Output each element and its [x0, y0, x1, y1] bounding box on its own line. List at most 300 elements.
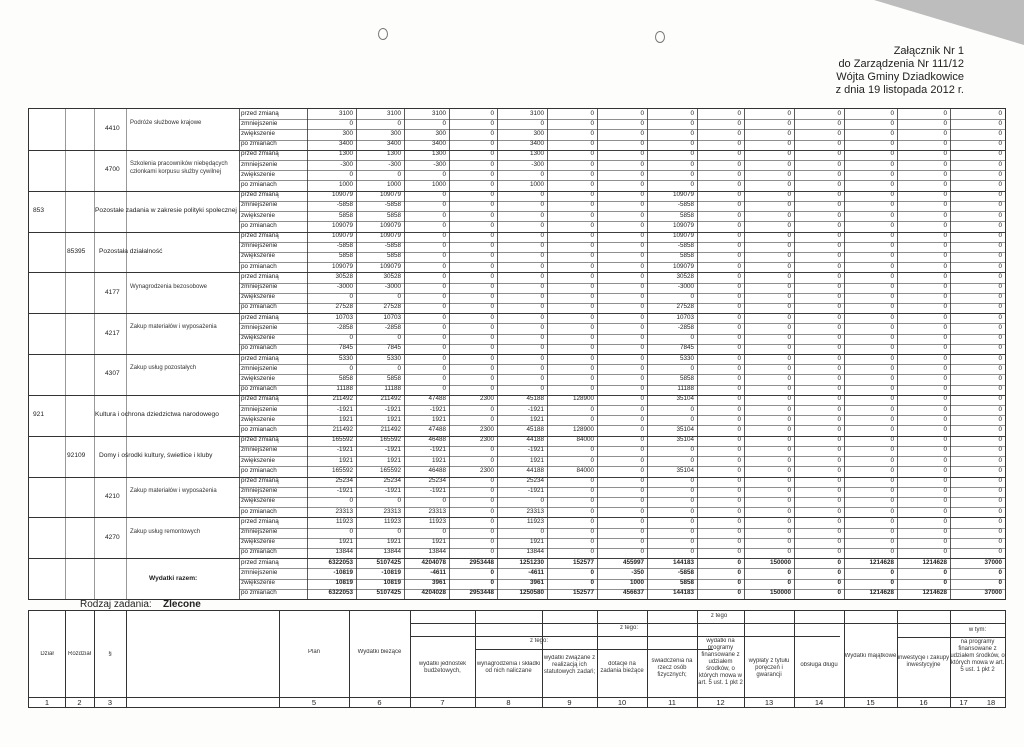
value-cell: 0 [837, 507, 841, 515]
value-cell: 0 [943, 425, 947, 433]
value-cell: -1921 [336, 405, 353, 413]
value-cell: 0 [943, 119, 947, 127]
value-cell: -1921 [429, 405, 446, 413]
value-cell: 0 [640, 344, 644, 352]
value-cell: 0 [787, 436, 791, 444]
value-cell: 0 [490, 548, 494, 556]
value-cell: 1250580 [519, 589, 544, 597]
value-cell: 0 [943, 160, 947, 168]
value-cell: 109079 [379, 191, 401, 199]
value-cell: 30528 [383, 272, 401, 280]
value-cell: 0 [590, 385, 594, 393]
value-cell: 0 [837, 150, 841, 158]
value-cell: 11923 [526, 517, 544, 525]
value-cell: 7845 [338, 344, 353, 352]
value-cell: 0 [490, 415, 494, 423]
column-number: 18 [986, 698, 996, 707]
value-cell: 0 [787, 466, 791, 474]
value-cell: 0 [837, 170, 841, 178]
value-cell: 0 [890, 528, 894, 536]
column-number: 13 [764, 698, 774, 707]
value-cell: 0 [837, 211, 841, 219]
value-cell: 0 [998, 283, 1002, 291]
value-cell: 0 [490, 517, 494, 525]
value-cell: 1921 [386, 456, 401, 464]
group-rule [29, 313, 239, 314]
value-cell: 0 [998, 497, 1002, 505]
value-cell: 0 [837, 140, 841, 148]
value-cell: 0 [737, 221, 741, 229]
paragraph-cell: 4210 [105, 492, 120, 500]
value-cell: 0 [787, 129, 791, 137]
value-cell: 0 [837, 374, 841, 382]
value-cell: 0 [943, 201, 947, 209]
dzial-cell: 921 [33, 411, 45, 419]
value-cell: 5330 [338, 354, 353, 362]
value-cell: -1921 [336, 487, 353, 495]
value-cell: 128900 [572, 425, 594, 433]
value-cell: 0 [490, 323, 494, 331]
value-cell: 0 [540, 497, 544, 505]
value-cell: 25234 [383, 477, 401, 484]
value-cell: 0 [787, 425, 791, 433]
value-cell: 0 [943, 538, 947, 546]
value-cell: 0 [787, 180, 791, 188]
value-cell: 0 [737, 589, 741, 597]
value-cell: 0 [943, 109, 947, 117]
value-cell: 0 [590, 109, 594, 117]
row-label: po zmianach [241, 180, 277, 188]
column-number: 7 [440, 698, 445, 707]
value-cell: 0 [890, 129, 894, 137]
value-cell: 0 [590, 272, 594, 280]
value-cell: 0 [837, 129, 841, 137]
value-cell: 0 [787, 232, 791, 239]
value-cell: 5858 [386, 252, 401, 260]
value-cell: 0 [787, 507, 791, 515]
value-cell: 109079 [672, 221, 694, 229]
value-cell: 0 [490, 303, 494, 311]
value-cell: -1921 [429, 487, 446, 495]
value-cell: 0 [998, 129, 1002, 137]
value-cell: 2300 [479, 395, 494, 403]
column-number: 14 [814, 698, 824, 707]
value-cell: 0 [737, 283, 741, 291]
group-rule [29, 191, 239, 192]
value-cell: 25234 [526, 477, 544, 484]
value-cell: 0 [837, 446, 841, 454]
value-cell: 0 [737, 487, 741, 495]
value-cell: 0 [943, 129, 947, 137]
value-cell: 0 [787, 538, 791, 546]
value-cell: -3000 [677, 283, 694, 291]
row-label: zwiększenie [241, 538, 275, 546]
value-cell: 165592 [331, 436, 353, 444]
value-cell: 1214628 [869, 589, 894, 597]
value-cell: 0 [737, 180, 741, 188]
value-cell: 10819 [383, 579, 401, 587]
value-cell: 0 [998, 446, 1002, 454]
value-cell: 0 [490, 119, 494, 127]
value-cell: 0 [890, 293, 894, 301]
row-label: zmniejszenie [241, 364, 278, 372]
value-cell: 165592 [379, 466, 401, 474]
value-cell: 0 [837, 313, 841, 321]
value-cell: 0 [943, 487, 947, 495]
value-cell: 0 [640, 487, 644, 495]
value-cell: 0 [737, 232, 741, 239]
value-cell: 0 [787, 191, 791, 199]
value-cell: 30528 [335, 272, 353, 280]
row-label: przed zmianą [241, 191, 279, 199]
value-cell: 0 [787, 262, 791, 270]
header-rule [897, 637, 1005, 638]
paragraph-cell: 4307 [105, 370, 120, 378]
value-cell: 0 [943, 528, 947, 536]
column-number: 8 [506, 698, 511, 707]
value-cell: -1921 [384, 405, 401, 413]
grants-header: dotacje na zadania bieżące [600, 661, 644, 674]
value-cell: 165592 [331, 466, 353, 474]
value-cell: 1921 [529, 456, 544, 464]
column-number: 10 [617, 698, 627, 707]
value-cell: 0 [640, 232, 644, 239]
value-cell: -3000 [384, 283, 401, 291]
value-cell: 109079 [331, 191, 353, 199]
value-cell: 0 [349, 497, 353, 505]
value-cell: 0 [837, 497, 841, 505]
value-cell: 0 [998, 477, 1002, 484]
value-cell: 0 [490, 170, 494, 178]
value-cell: -1921 [336, 446, 353, 454]
row-label: zwiększenie [241, 170, 275, 178]
value-cell: 35104 [676, 436, 694, 444]
value-cell: -5858 [336, 242, 353, 250]
value-cell: 0 [943, 323, 947, 331]
value-cell: -1921 [527, 487, 544, 495]
attachment-header [836, 45, 964, 97]
value-cell: 0 [737, 579, 741, 587]
value-cell: 0 [690, 548, 694, 556]
value-cell: 0 [998, 405, 1002, 413]
row-label: zwiększenie [241, 497, 275, 505]
value-cell: 0 [943, 436, 947, 444]
value-cell: 0 [787, 242, 791, 250]
value-cell: 0 [943, 140, 947, 148]
value-cell: 0 [737, 477, 741, 484]
value-cell: 13844 [383, 548, 401, 556]
value-cell: 0 [890, 425, 894, 433]
value-cell: 35104 [676, 466, 694, 474]
paragraph-cell: 4217 [105, 329, 120, 337]
value-cell: 0 [943, 232, 947, 239]
value-cell: 0 [640, 221, 644, 229]
value-cell: 0 [787, 477, 791, 484]
value-cell: 4204028 [421, 589, 446, 597]
header-column-rule [65, 611, 66, 707]
value-cell: 0 [490, 344, 494, 352]
value-cell: 0 [490, 293, 494, 301]
value-cell: 0 [998, 211, 1002, 219]
value-cell: 0 [640, 466, 644, 474]
value-cell: 0 [690, 180, 694, 188]
value-cell: 0 [998, 364, 1002, 372]
value-cell: 0 [640, 477, 644, 484]
value-cell: 0 [737, 119, 741, 127]
value-cell: 0 [837, 456, 841, 464]
value-cell: 0 [640, 211, 644, 219]
header-column-rule [279, 611, 280, 707]
value-cell: 152577 [572, 589, 594, 597]
row-label: zwiększenie [241, 334, 275, 342]
value-cell: 0 [490, 507, 494, 515]
punch-hole [378, 28, 388, 40]
value-cell: 1000 [529, 180, 544, 188]
value-cell: 47488 [428, 425, 446, 433]
row-label: zmniejszenie [241, 160, 278, 168]
value-cell: 0 [943, 150, 947, 158]
value-cell: 0 [490, 140, 494, 148]
description-cell: Zakup materiałów i wyposażenia [130, 487, 217, 494]
value-cell: 0 [590, 538, 594, 546]
value-cell: 47488 [428, 395, 446, 403]
value-cell: 0 [737, 344, 741, 352]
row-label: zmniejszenie [241, 201, 278, 209]
value-cell: 0 [737, 272, 741, 280]
value-cell: 456637 [622, 589, 644, 597]
value-cell: 0 [943, 364, 947, 372]
value-cell: 0 [590, 497, 594, 505]
value-cell: -300 [340, 160, 353, 168]
header-line: Wójta Gminy Dziadkowice [836, 71, 964, 83]
value-cell: 0 [590, 344, 594, 352]
value-cell: 10703 [335, 313, 353, 321]
value-cell: 1214628 [922, 589, 947, 597]
value-cell: 0 [640, 242, 644, 250]
value-cell: 0 [442, 242, 446, 250]
paragraph-header: § [108, 651, 112, 657]
value-cell: 2953448 [469, 589, 494, 597]
group-rule [29, 232, 239, 233]
value-cell: 0 [442, 344, 446, 352]
value-cell: 35104 [676, 425, 694, 433]
value-cell: 0 [787, 160, 791, 168]
value-cell: 0 [590, 446, 594, 454]
value-cell: 0 [787, 354, 791, 362]
value-cell: 1921 [431, 456, 446, 464]
value-cell: 0 [737, 160, 741, 168]
value-cell: 0 [640, 528, 644, 536]
value-cell: 0 [540, 262, 544, 270]
value-cell: 0 [787, 364, 791, 372]
header-column-rule [349, 611, 350, 707]
value-cell: 0 [787, 517, 791, 525]
value-cell: 0 [943, 272, 947, 280]
value-cell: 0 [690, 415, 694, 423]
value-cell: 0 [837, 252, 841, 260]
value-cell: 0 [837, 160, 841, 168]
group-rule [29, 395, 239, 396]
value-cell: 0 [943, 211, 947, 219]
value-cell: 25234 [335, 477, 353, 484]
value-cell: 0 [442, 262, 446, 270]
value-cell: 0 [640, 436, 644, 444]
value-cell: 0 [640, 497, 644, 505]
value-cell: 0 [590, 477, 594, 484]
value-cell: 0 [490, 405, 494, 413]
value-cell: 211492 [332, 395, 353, 403]
value-cell: 0 [690, 129, 694, 137]
column-number: 9 [567, 698, 572, 707]
value-cell: 0 [837, 528, 841, 536]
value-cell: 0 [998, 395, 1002, 403]
value-cell: 0 [590, 323, 594, 331]
value-cell: 0 [837, 201, 841, 209]
value-cell: 0 [590, 129, 594, 137]
value-cell: 128900 [572, 395, 594, 403]
value-cell: 0 [490, 354, 494, 362]
value-cell: 0 [837, 395, 841, 403]
value-cell: 7845 [386, 344, 401, 352]
value-cell: 0 [590, 415, 594, 423]
plan-header: Plan [307, 649, 320, 655]
value-cell: 0 [890, 395, 894, 403]
value-cell: -2858 [677, 323, 694, 331]
value-cell: 0 [890, 446, 894, 454]
value-cell: 0 [442, 293, 446, 301]
value-cell: 0 [890, 232, 894, 239]
value-cell: 0 [943, 385, 947, 393]
value-cell: 0 [890, 415, 894, 423]
value-cell: 0 [590, 334, 594, 342]
value-cell: 0 [442, 191, 446, 199]
value-cell: 0 [737, 201, 741, 209]
value-cell: 0 [837, 344, 841, 352]
value-cell: 0 [737, 497, 741, 505]
value-cell: 0 [442, 364, 446, 372]
value-cell: 0 [890, 579, 894, 587]
value-cell: 0 [787, 405, 791, 413]
value-cell: 150000 [769, 589, 791, 597]
value-cell: 0 [943, 242, 947, 250]
value-cell: 0 [737, 528, 741, 536]
value-cell: 0 [998, 456, 1002, 464]
value-cell: 0 [640, 150, 644, 158]
group-rule [29, 517, 239, 518]
value-cell: 0 [890, 487, 894, 495]
group-rule [29, 150, 239, 151]
value-cell: 0 [640, 405, 644, 413]
value-cell: 0 [837, 191, 841, 199]
value-cell: 5330 [386, 354, 401, 362]
value-cell: -5858 [677, 201, 694, 209]
value-cell: 0 [737, 129, 741, 137]
value-cell: 0 [442, 385, 446, 393]
value-cell: 0 [837, 477, 841, 484]
column-number: 16 [919, 698, 928, 707]
value-cell: 0 [837, 232, 841, 239]
row-label: zwiększenie [241, 252, 275, 260]
row-label: przed zmianą [241, 558, 279, 566]
value-cell: 0 [998, 344, 1002, 352]
value-cell: 0 [837, 436, 841, 444]
value-cell: 109079 [672, 191, 694, 199]
value-cell: 0 [837, 405, 841, 413]
value-cell: 0 [943, 252, 947, 260]
value-cell: 0 [640, 313, 644, 321]
value-cell: 0 [737, 252, 741, 260]
paragraph-cell: 4700 [105, 166, 120, 174]
z-tego-header: z tego: [619, 625, 638, 631]
value-cell: -1921 [384, 487, 401, 495]
value-cell: 0 [640, 160, 644, 168]
value-cell: 0 [837, 109, 841, 117]
row-label: przed zmianą [241, 272, 279, 280]
value-cell: 27528 [383, 303, 401, 311]
rozdzial-cell: 85395 [67, 247, 86, 255]
value-cell: 0 [737, 395, 741, 403]
value-cell: 0 [442, 323, 446, 331]
value-cell: 0 [737, 385, 741, 393]
header-rule [410, 636, 840, 637]
value-cell: 5858 [338, 374, 353, 382]
value-cell: 0 [837, 425, 841, 433]
header-column-rule [794, 611, 795, 707]
value-cell: 0 [737, 456, 741, 464]
value-cell: 0 [943, 334, 947, 342]
value-cell: 0 [490, 242, 494, 250]
value-cell: 0 [787, 497, 791, 505]
value-cell: 0 [998, 252, 1002, 260]
value-cell: 0 [890, 323, 894, 331]
value-cell: 0 [787, 528, 791, 536]
value-cell: 0 [998, 119, 1002, 127]
value-cell: 0 [837, 364, 841, 372]
value-cell: -5858 [384, 242, 401, 250]
row-label: zwiększenie [241, 456, 275, 464]
value-cell: 0 [998, 487, 1002, 495]
value-cell: 0 [787, 456, 791, 464]
value-cell: 3100 [529, 109, 544, 117]
value-cell: 0 [837, 517, 841, 525]
column-number: 5 [311, 698, 317, 707]
value-cell: 0 [490, 487, 494, 495]
value-cell: 3100 [386, 109, 401, 117]
value-cell: 1214628 [922, 558, 947, 566]
column-number: 15 [866, 698, 875, 707]
value-cell: -10819 [333, 568, 353, 576]
value-cell: 5858 [679, 374, 694, 382]
value-cell: 0 [943, 568, 947, 576]
program-investments-header: na programy finansowane z udziałem środków, o których mowa w art. 5 ust. 1 pkt 2 [950, 639, 1005, 673]
value-cell: 0 [397, 334, 401, 342]
value-cell: 0 [998, 579, 1002, 587]
value-cell: 0 [943, 497, 947, 505]
value-cell: 0 [998, 538, 1002, 546]
value-cell: 1000 [338, 180, 353, 188]
value-cell: 0 [490, 374, 494, 382]
value-cell: 0 [640, 180, 644, 188]
value-cell: 0 [640, 456, 644, 464]
z-tego2-header: z tego: [529, 638, 548, 644]
value-cell: 2300 [479, 436, 494, 444]
page-corner-fold [874, 0, 1024, 45]
value-cell: 0 [998, 191, 1002, 199]
description-cell: Zakup usług pozostałych [130, 365, 197, 372]
value-cell: 0 [787, 119, 791, 127]
value-cell: -300 [531, 160, 544, 168]
value-cell: 1300 [386, 150, 401, 158]
